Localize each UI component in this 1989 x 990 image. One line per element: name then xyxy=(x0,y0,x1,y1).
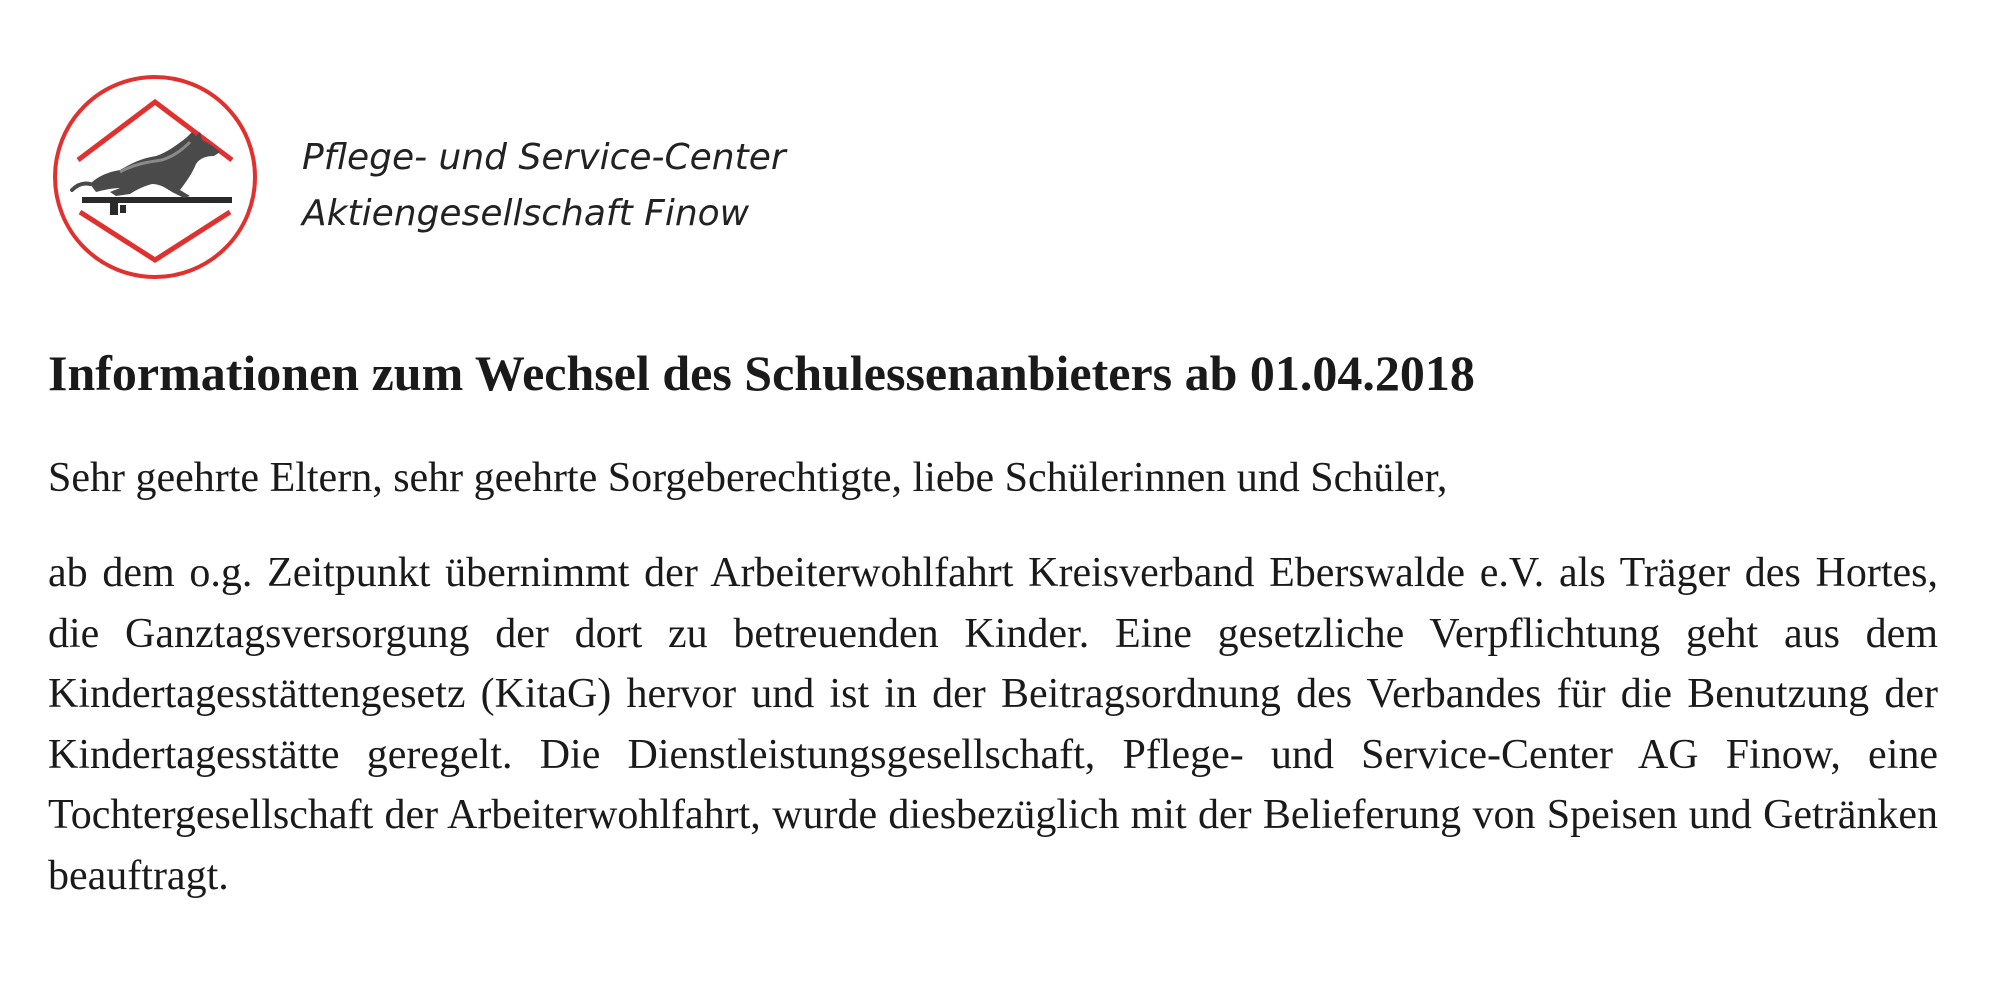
body-paragraph: ab dem o.g. Zeitpunkt übernimmt der Arbeiterwohlfahrt Kreisverband Eberswalde e.V. als Träger des Hortes, die Ganztagsversorgung der dort zu betreuenden Kinder. Eine gesetzliche Verpflichtung geht aus dem Kindertagesstättengesetz (KitaG) hervor und ist in der Beitragsordnung des Verbandes für die Benutzung der Kindertagesstätte geregelt. Die Dienstleistungsgesellschaft, Pflege- und Service-Center AG Finow, eine Tochtergesellschaft der Arbeiterwohlfahrt, wurde diesbezüglich mit der Belieferung von Speisen und Getränken beauftragt. xyxy=(48,550,1938,899)
company-name xyxy=(302,130,786,242)
document-title: Informationen zum Wechsel des Schulessenanbieters ab 01.04.2018 xyxy=(48,345,1475,401)
company-name-line-2: Aktiengesellschaft Finow xyxy=(302,193,750,234)
company-name-line-1: Pflege- und Service-Center xyxy=(302,137,786,178)
wolf-logo-icon xyxy=(50,72,260,282)
greeting: Sehr geehrte Eltern, sehr geehrte Sorgeberechtigte, liebe Schülerinnen und Schüler, xyxy=(48,455,1448,501)
